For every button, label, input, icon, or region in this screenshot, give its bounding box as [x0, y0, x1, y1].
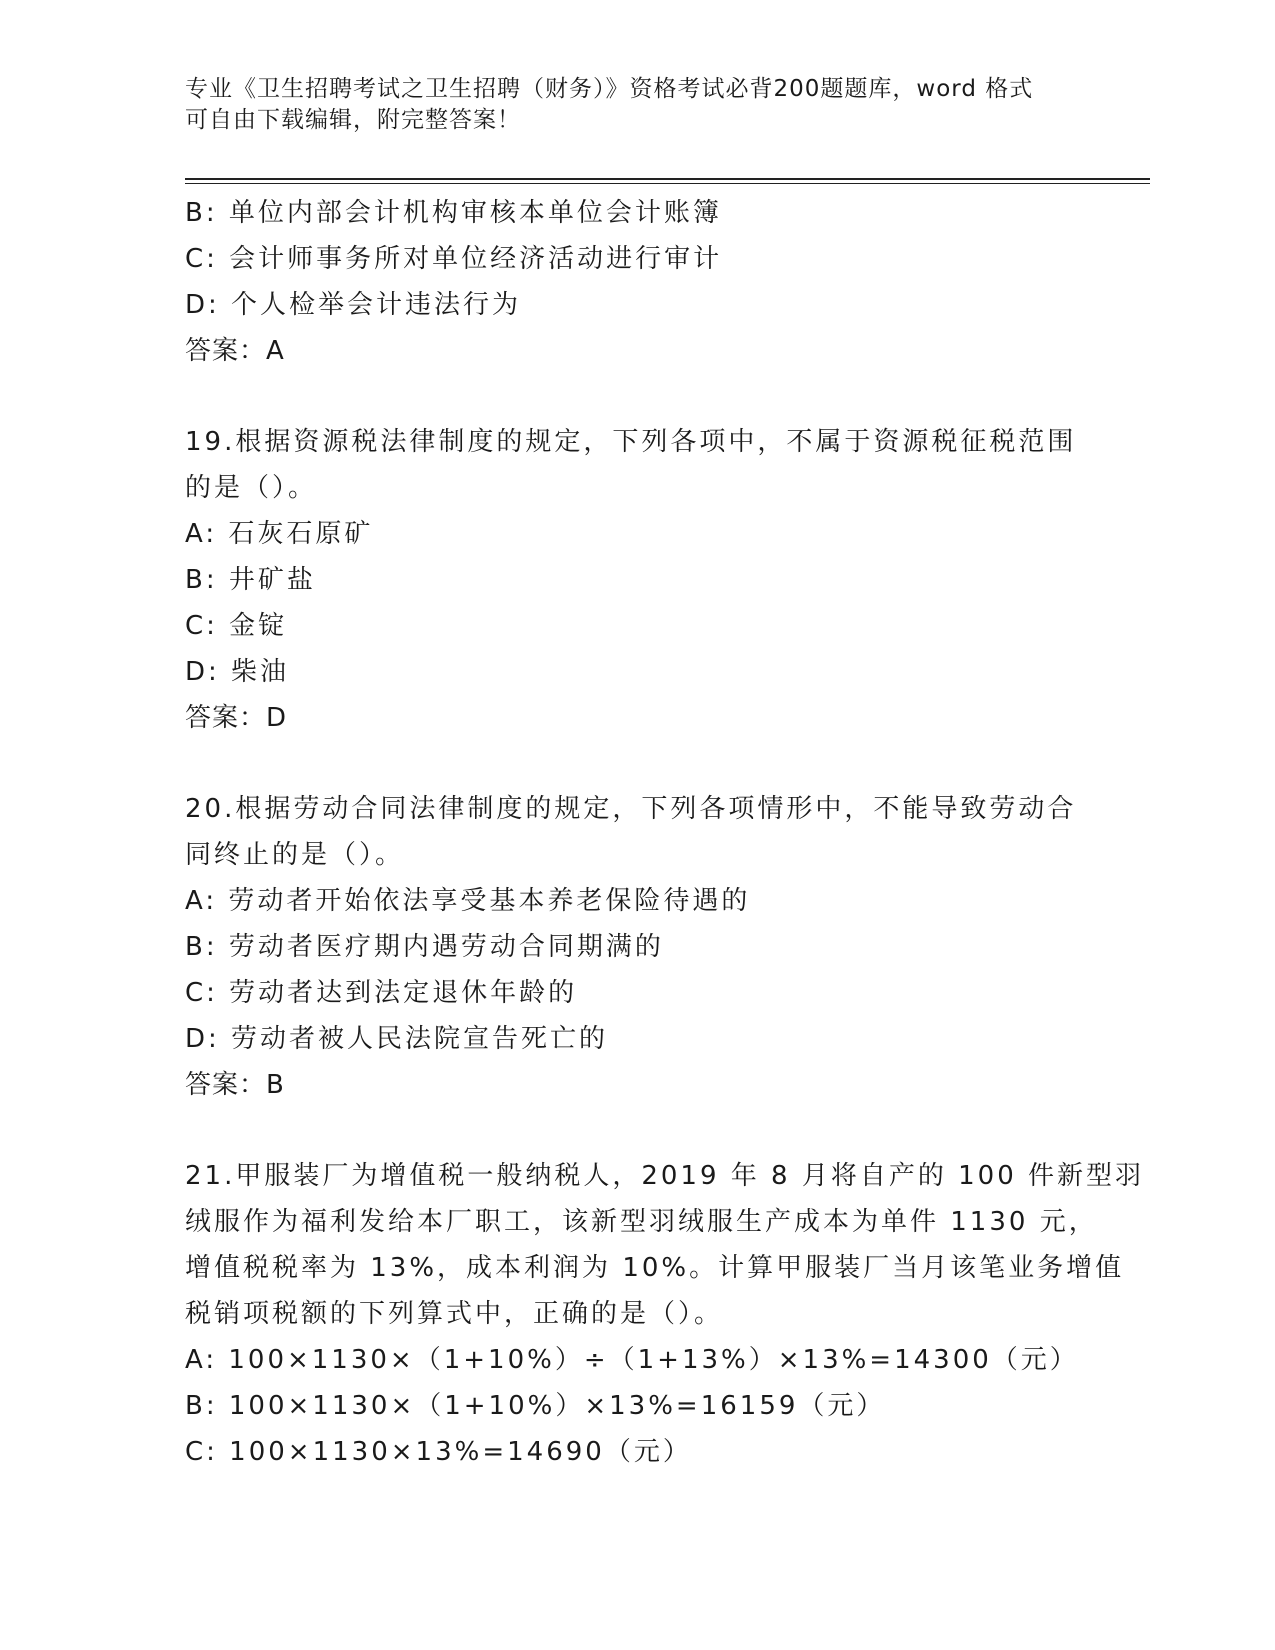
question-19 [185, 419, 1085, 741]
question-21 [185, 1153, 1145, 1475]
option-b: B: 100×1130×（1+10%）×13%=16159（元） [185, 1391, 886, 1421]
option-c: C: 100×1130×13%=14690（元） [185, 1437, 692, 1467]
option-a: A: 劳动者开始依法享受基本养老保险待遇的 [185, 886, 751, 916]
answer-line: 答案：B [185, 1070, 285, 1100]
option-d: D: 劳动者被人民法院宣告死亡的 [185, 1024, 609, 1054]
question-stem-line: 增值税税率为 13%，成本利润为 10%。计算甲服装厂当月该笔业务增值 [185, 1253, 1125, 1283]
document-header [185, 74, 1065, 136]
header-title-line-2: 可自由下载编辑，附完整答案！ [185, 107, 521, 133]
option-a: A: 100×1130×（1+10%）÷（1+13%）×13%=14300（元） [185, 1345, 1079, 1375]
question-stem-line: 同终止的是（）。 [185, 840, 405, 870]
question-list [185, 190, 1145, 1475]
question-stem-line: 税销项税额的下列算式中，正确的是（）。 [185, 1299, 724, 1329]
question-18-continuation [185, 190, 1085, 374]
option-b: B: 劳动者医疗期内遇劳动合同期满的 [185, 932, 664, 962]
header-divider-thin [185, 183, 1150, 184]
question-stem-line: 的是（）。 [185, 473, 318, 503]
question-stem-line: 绒服作为福利发给本厂职工，该新型羽绒服生产成本为单件 1130 元， [185, 1207, 1098, 1237]
option-d: D: 个人检举会计违法行为 [185, 290, 522, 320]
option-b: B: 单位内部会计机构审核本单位会计账簿 [185, 198, 722, 228]
header-title-line-1: 专业《卫生招聘考试之卫生招聘（财务）》资格考试必背200题题库，word 格式 [185, 76, 1034, 102]
question-stem-line: 19.根据资源税法律制度的规定，下列各项中，不属于资源税征税范围 [185, 427, 1077, 457]
question-stem-line: 21.甲服装厂为增值税一般纳税人，2019 年 8 月将自产的 100 件新型羽 [185, 1161, 1145, 1191]
option-c: C: 劳动者达到法定退休年龄的 [185, 978, 578, 1008]
answer-line: 答案：A [185, 336, 285, 366]
option-d: D: 柴油 [185, 657, 290, 687]
question-20 [185, 786, 1085, 1108]
header-divider-thick [185, 178, 1150, 180]
option-c: C: 会计师事务所对单位经济活动进行审计 [185, 244, 723, 274]
answer-line: 答案：D [185, 703, 288, 733]
question-stem-line: 20.根据劳动合同法律制度的规定，下列各项情形中，不能导致劳动合 [185, 794, 1077, 824]
option-b: B: 井矿盐 [185, 565, 316, 595]
option-a: A: 石灰石原矿 [185, 519, 374, 549]
option-c: C: 金锭 [185, 611, 288, 641]
